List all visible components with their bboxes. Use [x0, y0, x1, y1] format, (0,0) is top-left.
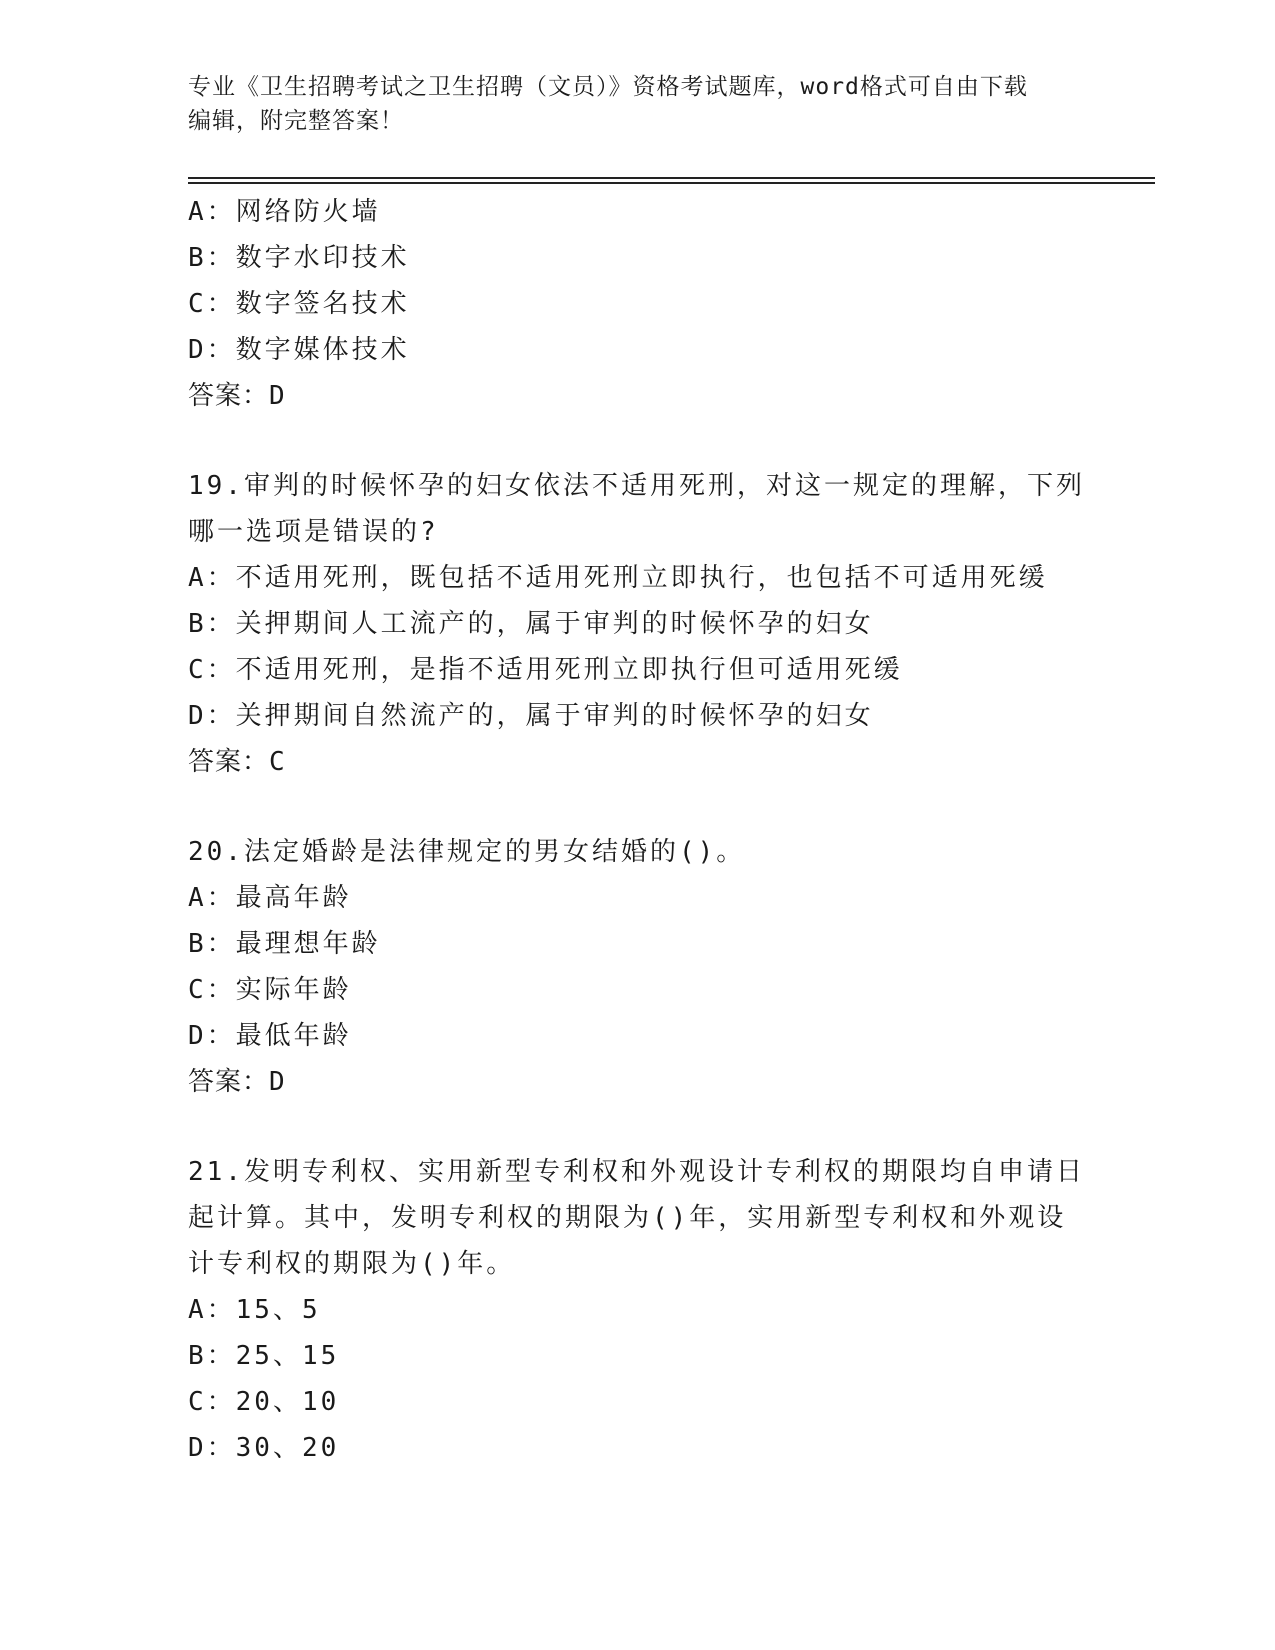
q21-stem-line-2: 起计算。其中，发明专利权的期限为()年，实用新型专利权和外观设 — [188, 1203, 1067, 1233]
question-21-block — [188, 1149, 1088, 1471]
header-line-1: 专业《卫生招聘考试之卫生招聘（文员）》资格考试题库，word格式可自由下载 — [188, 74, 1028, 100]
q20-option-a: A：最高年龄 — [188, 883, 352, 913]
q19-option-b: B：关押期间人工流产的，属于审判的时候怀孕的妇女 — [188, 609, 874, 639]
q21-option-b: B：25、15 — [188, 1341, 340, 1371]
spacer — [188, 419, 1088, 463]
q19-stem-line-2: 哪一选项是错误的? — [188, 517, 439, 547]
question-20-block — [188, 829, 1088, 1105]
question-list — [188, 189, 1088, 1471]
q20-stem-line-1: 20.法定婚龄是法律规定的男女结婚的()。 — [188, 837, 746, 867]
q21-stem-line-1: 21.发明专利权、实用新型专利权和外观设计专利权的期限均自申请日 — [188, 1157, 1085, 1187]
q19-answer: 答案：C — [188, 747, 286, 777]
q21-option-d: D：30、20 — [188, 1433, 340, 1463]
question-19-block — [188, 463, 1088, 785]
q20-option-c: C：实际年龄 — [188, 975, 352, 1005]
q19-stem-line-1: 19.审判的时候怀孕的妇女依法不适用死刑，对这一规定的理解，下列 — [188, 471, 1085, 501]
spacer — [188, 1105, 1088, 1149]
q18-option-d: D：数字媒体技术 — [188, 335, 410, 365]
header-rule-top — [188, 177, 1155, 179]
question-18-block — [188, 189, 1088, 419]
q20-option-b: B：最理想年龄 — [188, 929, 381, 959]
q19-option-c: C：不适用死刑，是指不适用死刑立即执行但可适用死缓 — [188, 655, 903, 685]
q18-option-c: C：数字签名技术 — [188, 289, 410, 319]
q19-option-d: D：关押期间自然流产的，属于审判的时候怀孕的妇女 — [188, 701, 874, 731]
document-header — [188, 70, 1068, 138]
header-line-2: 编辑，附完整答案！ — [188, 108, 404, 134]
q20-option-d: D：最低年龄 — [188, 1021, 352, 1051]
q18-option-a: A：网络防火墙 — [188, 197, 381, 227]
q19-option-a: A：不适用死刑，既包括不适用死刑立即执行，也包括不可适用死缓 — [188, 563, 1048, 593]
spacer — [188, 785, 1088, 829]
q18-answer: 答案：D — [188, 381, 286, 411]
q18-option-b: B：数字水印技术 — [188, 243, 410, 273]
q21-stem-line-3: 计专利权的期限为()年。 — [188, 1249, 516, 1279]
header-rule-bottom — [188, 182, 1155, 184]
q20-answer: 答案：D — [188, 1067, 286, 1097]
q21-option-c: C：20、10 — [188, 1387, 340, 1417]
q21-option-a: A：15、5 — [188, 1295, 321, 1325]
